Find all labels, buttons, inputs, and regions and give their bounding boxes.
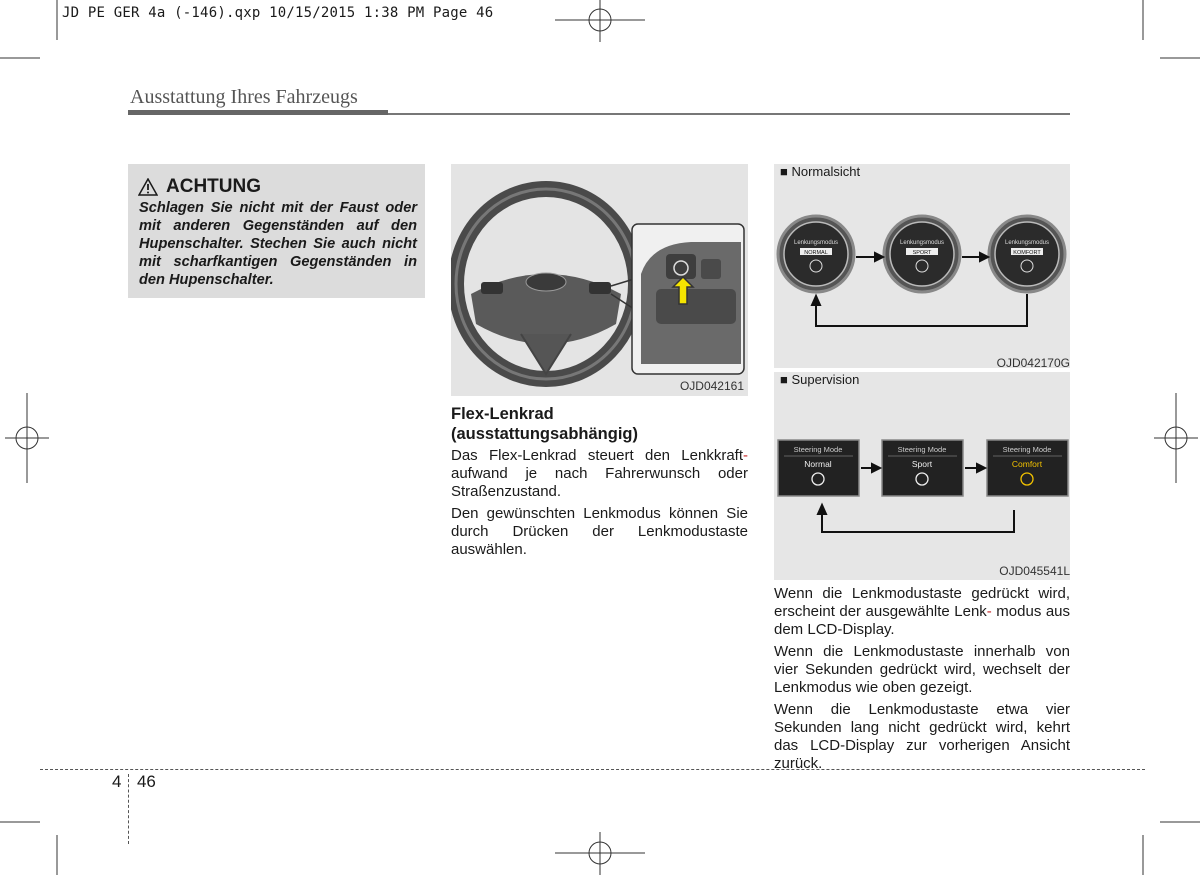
screen-title: Steering Mode: [897, 445, 947, 454]
flex-paragraph-1: [451, 447, 748, 501]
normalsicht-figure: [774, 164, 1070, 368]
screen-normal: [778, 440, 859, 496]
gauge-title: Lenkungsmodus: [793, 240, 839, 246]
supervision-diagram: [774, 372, 1070, 580]
warning-title: ACHTUNG: [166, 176, 261, 197]
normalsicht-label-text: Normalsicht: [791, 164, 861, 179]
supervision-label: ■ Supervision: [780, 372, 860, 387]
figure3-code: OJD045541L: [999, 564, 1070, 578]
warning-triangle-icon: [138, 178, 158, 196]
chapter-number: 4: [112, 772, 122, 791]
hyphen-mark: -: [986, 603, 992, 620]
gauge-mode-normal: NORMAL: [804, 250, 828, 256]
warning-text: Schlagen Sie nicht mit der Faust oder mit anderen Gegenständen auf den Hupenschalter. Stechen Sie auch nicht mit scharfkantigen Gegenständen in den Hupenschalter.: [139, 200, 417, 288]
screen-mode-comfort: Comfort: [1011, 459, 1043, 469]
hyphen-mark: -: [743, 447, 748, 464]
screen-title: Steering Mode: [793, 445, 843, 454]
flex-heading-line2: (ausstattungsabhängig): [451, 425, 639, 443]
lcd-paragraph-1: [774, 585, 1070, 639]
print-header: JD PE GER 4a (-146).qxp 10/15/2015 1:38 PM Page 46: [62, 5, 494, 21]
flex-heading-line1: Flex-Lenkrad: [451, 405, 554, 423]
lcd-para1-text-a: Wenn die Lenkmodustaste gedrückt wird, erscheint der ausgewählte Lenk: [774, 585, 1070, 620]
gauge-title: Lenkungsmodus: [899, 240, 945, 246]
screen-mode-normal: Normal: [804, 459, 832, 469]
footer-rule: [40, 769, 1145, 770]
supervision-label-text: Supervision: [791, 372, 860, 387]
steering-wheel-illustration: [451, 164, 748, 396]
lcd-paragraph-2: Wenn die Lenkmodustaste innerhalb von vier Sekunden gedrückt wird, wechselt der Lenkmodus wie oben gezeigt.: [774, 643, 1070, 696]
gauge-mode-sport: SPORT: [912, 250, 932, 256]
page-number-value: 46: [136, 772, 156, 791]
flex-paragraph-2: Den gewünschten Lenkmodus können Sie durch Drücken der Lenkmodustaste auswählen.: [451, 505, 748, 558]
section-title: Ausstattung Ihres Fahrzeugs: [130, 86, 358, 108]
lcd-para1-text-b: modus aus dem LCD-Display.: [774, 603, 1070, 638]
screen-comfort: [987, 440, 1068, 496]
gauge-komfort: [989, 216, 1065, 292]
lcd-paragraph-3: Wenn die Lenkmodustaste etwa vier Sekunden lang nicht gedrückt wird, kehrt das LCD-Display zur vorherigen Ansicht zurück.: [774, 701, 1070, 772]
steering-wheel-figure: [451, 164, 748, 396]
page-number: [112, 772, 156, 792]
flex-para1-text-b: aufwand je nach Fahrerwunsch oder Straßenzustand.: [451, 465, 748, 500]
warning-heading: [138, 176, 261, 198]
screen-mode-sport: Sport: [911, 459, 933, 469]
gauge-sport: [884, 216, 960, 292]
lcd-body: [774, 585, 1070, 777]
normalsicht-label: ■ Normalsicht: [780, 164, 861, 179]
flex-body: [451, 447, 748, 563]
supervision-figure: [774, 372, 1070, 580]
flex-para1-text-a: Das Flex-Lenkrad steuert den Lenkkraft: [451, 447, 743, 464]
gauge-diagram: [774, 164, 1070, 368]
flex-heading: [451, 404, 638, 444]
gauge-title: Lenkungsmodus: [1004, 240, 1050, 246]
gauge-normal: [778, 216, 854, 292]
figure2-code: OJD042170G: [996, 356, 1070, 370]
figure1-code: OJD042161: [679, 379, 744, 393]
screen-title: Steering Mode: [1002, 445, 1052, 454]
screen-sport: [882, 440, 963, 496]
gauge-mode-komfort: KOMFORT: [1013, 250, 1041, 256]
title-underline-accent: [128, 110, 388, 115]
